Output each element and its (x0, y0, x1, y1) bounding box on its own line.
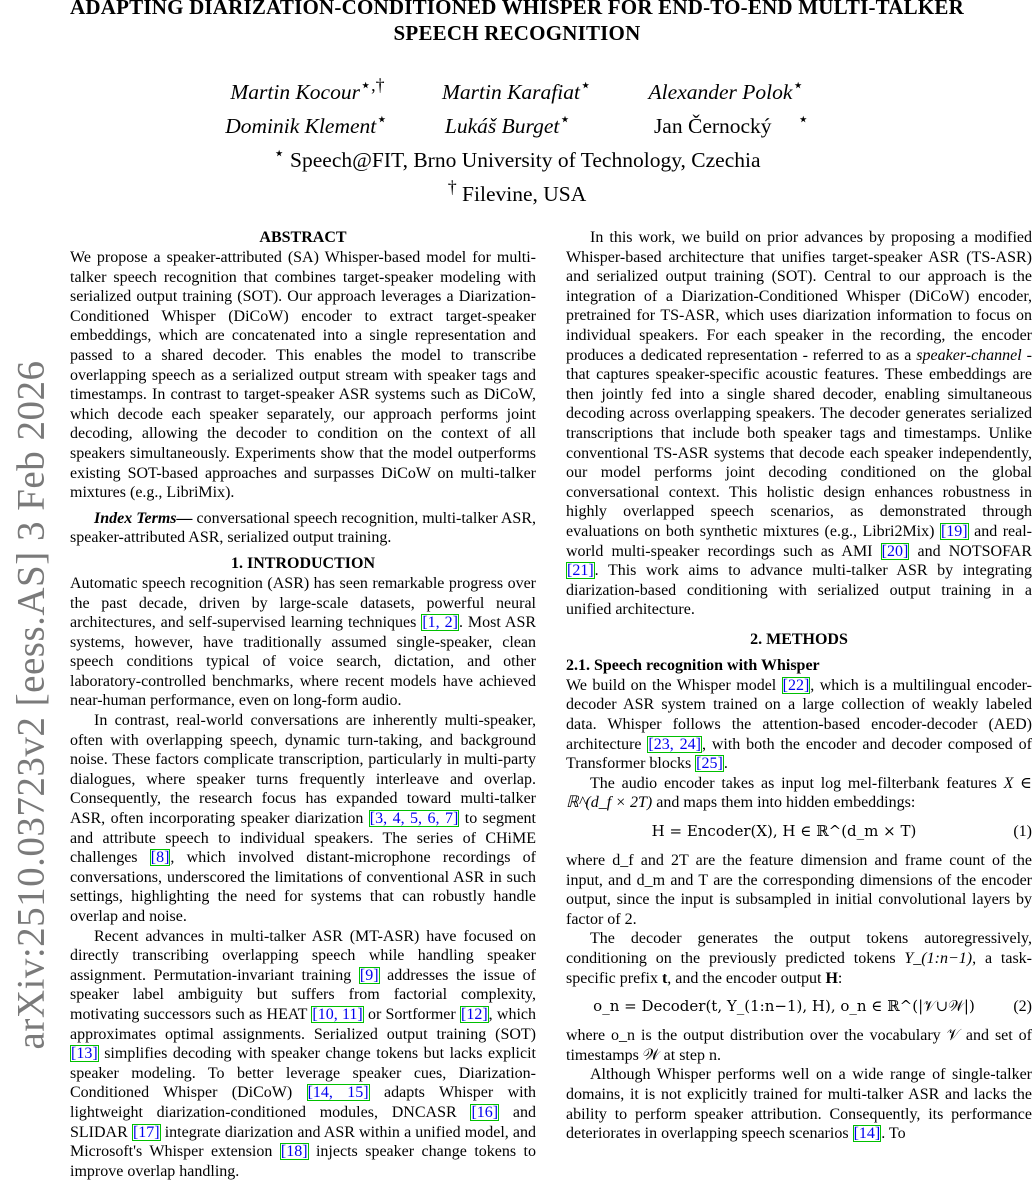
subsection-heading: 2.1. Speech recognition with Whisper (566, 656, 820, 674)
intro-paragraph-3: Recent advances in multi-talker ASR (MT-ASR) have focused on directly transcribing overlapping speech while handling speaker assignment. Permutation-invariant training [9] addresses the issue of speaker label ambiguity but suffers from factorial complexity, motivating successors such as HEAT [10, 11] or Sortformer [12], which approximates optimal assignments. Serialized output training (SOT) [13] simplifies decoding with speaker change tokens but lacks explicit speaker modeling. To better leverage speaker cues, Diarization-Conditioned Whisper (DiCoW) [14, 15] adapts Whisper with lightweight diarization-conditioned modules, DNCASR [16] and SLIDAR [17] integrate diarization and ASR within a unified model, and Microsoft's Whisper extension [18] injects speaker change tokens to improve overlap handling. (70, 927, 537, 1180)
citation-link[interactable]: [18] (280, 1143, 308, 1161)
author-block (60, 72, 974, 209)
citation-link[interactable]: [23, 24] (648, 735, 701, 753)
index-terms: Index Terms— conversational speech recognition, multi-talker ASR, speaker-attributed ASR, serialized output training. (70, 509, 536, 547)
equation-1: H = Encoder(X), H ∈ ℝ^(d_m × T) (1) (651, 822, 1032, 841)
title-line-1: ADAPTING DIARIZATION-CONDITIONED WHISPER FOR END-TO-END MULTI-TALKER (70, 0, 964, 19)
paper-title (60, 0, 974, 46)
affiliation-2: † Filevine, USA (447, 177, 587, 207)
citation-link[interactable]: [9] (359, 966, 379, 984)
author-affil-mark: ⋆ (559, 109, 571, 130)
citation-link[interactable]: [8] (150, 849, 170, 867)
citation-link[interactable]: [10, 11] (312, 1005, 363, 1023)
author-row-2 (60, 106, 974, 140)
intro-paragraph-4: In this work, we build on prior advances by proposing a modified Whisper-based architecture that unifies target-speaker ASR (TS-ASR) and serialized output training (SOT). Central to our approach is the integration of a Diarization-Conditioned Whisper (DiCoW) encoder, pretrained for TS-ASR, which uses diarization information to focus on individual speakers. For each speaker in the recording, the encoder produces a dedicated representation - referred to as a speaker-channel - that captures speaker-specific acoustic features. These embeddings are then jointly fed into a single shared decoder, enabling simultaneous decoding across overlapping speakers. The decoder generates serialized transcriptions that include both speaker tags and timestamps. Unlike conventional TS-ASR systems that decode each speaker independently, our model performs joint decoding conditioned on the global conversational context. This holistic design enhances robustness in highly overlapped speech scenarios, as demonstrated through evaluations on both synthetic mixtures (e.g., Libri2Mix) [19] and real-world multi-speaker recordings such as AMI [20] and NOTSOFAR [21]. This work aims to advance multi-talker ASR by integrating diarization-based conditioning with serialized output training in a unified architecture. (566, 229, 1033, 619)
author-affil-mark: ⋆ (792, 75, 804, 95)
author-name: Martin Kocour (230, 80, 360, 105)
citation-link[interactable]: [21] (567, 562, 594, 580)
affiliation-1: ⋆ Speech@FIT, Brno University of Technology, Czechia (273, 143, 761, 173)
author-affil-mark: ⋆ (797, 109, 809, 130)
citation-link[interactable]: [20] (881, 542, 909, 560)
intro-paragraph-2: In contrast, real-world conversations are inherently multi-speaker, often with overlapping speech, dynamic turn-taking, and background noise. These factors complicate transcription, particularly in multi-party dialogues, where speaker turns frequently interleave and overlap. Consequently, the research focus has expanded toward multi-talker ASR, often incorporating speaker diarization [3, 4, 5, 6, 7] to segment and attribute speech to individual speakers. The series of CHiME challenges [8], which involved distant-microphone recordings of conversations, underscored the limitations of conventional ASR in such settings, highlighting the need for systems that can robustly handle overlap and noise. (70, 712, 537, 925)
left-column (70, 228, 536, 1181)
citation-link[interactable]: [25] (696, 755, 723, 773)
methods-paragraph-3: where d_f and 2T are the feature dimension and frame count of the input, and d_m and T are the corresponding dimensions of the encoder output, since the input is subsampled in initial convolutional layers by factor of 2. (566, 852, 1032, 928)
citation-link[interactable]: [13] (71, 1045, 98, 1063)
author-name: Martin Karafiat (441, 80, 580, 105)
intro-paragraph-1: Automatic speech recognition (ASR) has seen remarkable progress over the past decade, driven by large-scale datasets, powerful neural architectures, and self-supervised learning techniques [1, 2]. Most ASR systems, however, have traditionally assumed single-speaker, clean speech conditions typical of voice search, dictation, and other laboratory-controlled benchmarks, where recent models have achieved near-human performance, even on long-form audio. (70, 574, 537, 710)
author-affil-mark: ⋆,† (359, 75, 385, 95)
author-name: Dominik Klement (225, 114, 377, 139)
right-column (566, 228, 1032, 1144)
author-name: Lukáš Burget (444, 114, 560, 139)
arxiv-identifier: arXiv:2510.03723v2 [eess.AS] 3 Feb 2026 (9, 360, 53, 1050)
arxiv-sidebar (0, 210, 62, 1200)
inline-math: X ∈ ℝ^(d_f × 2T) (566, 774, 1032, 812)
methods-paragraph-5: where o_n is the output distribution over the vocabulary 𝒱 and set of timestamps 𝒲 at step n. (566, 1027, 1032, 1064)
author-name: Alexander Polok (648, 80, 793, 105)
abstract-text: We propose a speaker-attributed (SA) Whisper-based model for multi-talker speech recognition that combines target-speaker modeling with serialized output training (SOT). Our approach leverages a Diarization-Conditioned Whisper (DiCoW) encoder to extract target-speaker embeddings, which are concatenated into a single representation and passed to a shared decoder. This enables the model to transcribe overlapping speech as a serialized output stream with speaker tags and timestamps. In contrast to target-speaker ASR systems such as DiCoW, which decode each speaker separately, our approach performs joint decoding, allowing the decoder to condition on the context of all speakers simultaneously. Experiments show that the model outperforms existing SOT-based approaches and surpasses DiCoW on multi-talker mixtures (e.g., LibriMix). (70, 249, 536, 502)
author-affil-mark: ⋆ (376, 109, 388, 130)
methods-heading: 2. METHODS (750, 630, 848, 648)
citation-link[interactable]: [3, 4, 5, 6, 7] (369, 810, 459, 828)
author-affil-mark: ⋆ (579, 75, 592, 95)
citation-link[interactable]: [12] (461, 1005, 488, 1023)
citation-link[interactable]: [1, 2] (422, 614, 458, 632)
methods-paragraph-4: The decoder generates the output tokens autoregressively, conditioning on the previously predicted tokens Y_(1:n−1), a task-specific prefix t, and the encoder output H: (566, 930, 1033, 987)
author-row-1 (60, 72, 974, 106)
title-line-2: SPEECH RECOGNITION (393, 21, 641, 45)
abstract-heading: ABSTRACT (259, 229, 347, 246)
citation-link[interactable]: [19] (940, 522, 968, 540)
citation-link[interactable]: [17] (132, 1123, 160, 1141)
equation-2: o_n = Decoder(t, Y_(1:n−1), H), o_n ∈ ℝ^(|𝒱∪𝒲|) (2) (593, 997, 1032, 1016)
citation-link[interactable]: [14, 15] (307, 1084, 369, 1102)
methods-paragraph-1: We build on the Whisper model [22], which is a multilingual encoder-decoder ASR system trained on a large collection of weakly labeled data. Whisper follows the attention-based encoder-decoder (AED) architecture [23, 24], with both the encoder and decoder composed of Transformer blocks [25]. (566, 676, 1033, 773)
methods-paragraph-6: Although Whisper performs well on a wide range of single-talker domains, it is not explicitly trained for multi-talker ASR and lacks the ability to perform speaker attribution. Consequently, its performance deteriorates in overlapping speech scenarios [14]. To (566, 1066, 1032, 1143)
equation-number: (2) (1013, 998, 1032, 1016)
inline-math: Y_(1:n−1) (904, 950, 973, 967)
methods-paragraph-2: The audio encoder takes as input log mel-filterbank features X ∈ ℝ^(d_f × 2T) and maps them into hidden embeddings: (566, 774, 1032, 812)
introduction-heading: 1. INTRODUCTION (230, 554, 375, 572)
author-name: Jan Černocký (653, 114, 772, 139)
citation-link[interactable]: [22] (782, 676, 810, 694)
equation-number: (1) (1013, 823, 1032, 841)
citation-link[interactable]: [16] (471, 1103, 499, 1121)
citation-link[interactable]: [14] (853, 1125, 881, 1143)
